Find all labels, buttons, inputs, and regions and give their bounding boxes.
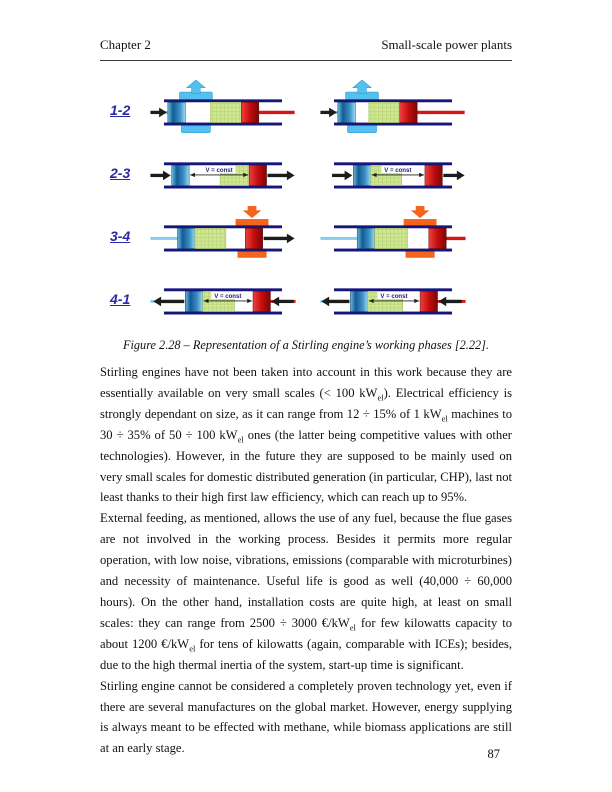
expansion-piston (400, 102, 417, 122)
text-run: for few kilowatts capacity to about 1200 €/kW (100, 615, 512, 651)
header-section-title: Small-scale power plants (381, 37, 512, 52)
expansion-piston (420, 291, 437, 311)
compression-piston (178, 228, 195, 248)
text-run: for tens of kilowatts (again, comparable with ICEs); besides, due to the high thermal inertia of the system, start-up time is significant. (100, 636, 512, 672)
cylinder-wall (334, 99, 452, 102)
text-run: ). Electrical efficiency is strongly dependant on size, as it can range from 12 ÷ 15% of 1 kW (100, 385, 512, 421)
figure-row (110, 78, 468, 141)
heater-block (236, 219, 269, 226)
body-paragraph (100, 508, 512, 675)
cylinder-wall (164, 122, 282, 125)
heat-in-arrow-icon (411, 206, 429, 218)
flow-arrow-icon (150, 107, 166, 117)
regenerator (369, 102, 400, 122)
dimension-arrowhead (190, 172, 195, 176)
cylinder-wall (334, 122, 452, 125)
header-chapter: Chapter 2 (100, 37, 151, 52)
dimension-arrowhead (419, 172, 424, 176)
phase-label: 1-2 (110, 101, 131, 118)
subscript-run: el (237, 434, 244, 445)
heater-block (404, 219, 437, 226)
figure-row (110, 141, 468, 204)
cylinder-wall (164, 225, 282, 228)
heater-block (238, 251, 267, 258)
heat-out-arrow-icon (187, 80, 205, 94)
compression-piston (350, 291, 367, 311)
regenerator (195, 228, 226, 248)
v-const-label: V = const (214, 292, 242, 300)
text-run: ones (the latter being competitive values with other technologies). However, in the future they are supposed to be mainly used on very small scales for domestic distributed generation (in particular, CHP), last not least thanks to their high first law efficiency, which can reach up to 95%. (100, 427, 512, 505)
cylinder-wall (334, 288, 452, 291)
heater-block (406, 251, 435, 258)
heat-out-arrow-icon (353, 80, 371, 94)
compression-piston (172, 165, 189, 185)
body-paragraph (100, 362, 512, 508)
flow-arrow-icon (438, 296, 461, 306)
regenerator (210, 102, 241, 122)
cylinder-wall (164, 288, 282, 291)
text-run: Stirling engine cannot be considered a completely proven technology yet, even if there are several manufactures on the global market. However, energy supplying is always meant to be effected with methane, while biomass applications are still at an early stage. (100, 678, 512, 756)
figure-row (110, 204, 468, 267)
cylinder-wall (164, 162, 282, 165)
flow-arrow-icon (153, 296, 184, 306)
figure-caption: Figure 2.28 – Representation of a Stirling engine’s working phases [2.22]. (122, 338, 490, 352)
expansion-piston (245, 228, 262, 248)
cylinder-wall (334, 185, 452, 188)
figure-row (110, 267, 468, 330)
text-run: Stirling engines have not been taken into account in this work because they are essentially available on very small scales (< 100 kW (100, 365, 512, 400)
cooler-block (181, 125, 210, 133)
flow-arrow-icon (320, 107, 336, 117)
flow-arrow-icon (321, 296, 349, 306)
v-const-label: V = const (384, 166, 412, 174)
flow-arrow-icon (271, 296, 293, 306)
subscript-run: el (349, 622, 356, 633)
v-const-label: V = const (380, 292, 408, 300)
heat-in-arrow-icon (243, 206, 261, 218)
stirling-phase-diagram (148, 206, 298, 266)
compression-piston (357, 228, 374, 248)
stirling-phase-diagram (318, 80, 468, 140)
cylinder-wall (334, 248, 452, 251)
stirling-phases-figure (110, 78, 468, 330)
page-header (100, 37, 512, 61)
stirling-phase-diagram (318, 206, 468, 266)
expansion-piston (241, 102, 258, 122)
expansion-piston (429, 228, 446, 248)
stirling-phase-diagram (318, 143, 468, 203)
flow-arrow-icon (332, 170, 352, 180)
stirling-phase-diagram (148, 143, 298, 203)
dimension-arrowhead (414, 298, 419, 302)
cylinder-wall (164, 311, 282, 314)
text-run: machines to 30 ÷ 35% of 50 ÷ 100 kW (100, 406, 513, 442)
expansion-piston (249, 165, 266, 185)
flow-arrow-icon (150, 170, 170, 180)
stirling-phase-diagram (148, 80, 298, 140)
stirling-phase-diagram (148, 269, 298, 329)
flow-arrow-icon (264, 233, 295, 243)
regenerator (375, 228, 408, 248)
cylinder-wall (334, 162, 452, 165)
subscript-run: el (189, 643, 196, 654)
body-text (100, 362, 512, 759)
dimension-arrowhead (247, 298, 252, 302)
body-paragraph (100, 676, 512, 760)
flow-arrow-icon (443, 170, 464, 180)
subscript-run: el (377, 392, 384, 403)
expansion-piston (253, 291, 270, 311)
compression-piston (185, 291, 202, 311)
stirling-phase-diagram (318, 269, 468, 329)
compression-piston (168, 102, 185, 122)
flow-arrow-icon (268, 170, 295, 180)
v-const-label: V = const (205, 166, 233, 174)
cylinder-wall (334, 311, 452, 314)
phase-label: 3-4 (110, 227, 131, 244)
compression-piston (338, 102, 355, 122)
cooler-block (348, 125, 377, 133)
text-run: External feeding, as mentioned, allows the use of any fuel, because the flue gases are not involved in the working process. Besides it permits more regular operation, with low noise, vibrations, emissions (comparable with microturbines) and necessity of maintenance. Useful life is good as well (40,000 ÷ 60,000 hours). On the other hand, installation costs are quite high, at least on small scales: they can range from 2500 ÷ 3000 €/kW (100, 511, 512, 630)
cylinder-wall (164, 185, 282, 188)
cylinder-wall (164, 248, 282, 251)
compression-piston (353, 165, 370, 185)
page-number: 87 (487, 747, 500, 761)
expansion-piston (425, 165, 442, 185)
phase-label: 2-3 (110, 164, 131, 181)
cylinder-wall (164, 99, 282, 102)
cylinder-wall (334, 225, 452, 228)
subscript-run: el (441, 413, 448, 424)
phase-label: 4-1 (110, 290, 131, 307)
